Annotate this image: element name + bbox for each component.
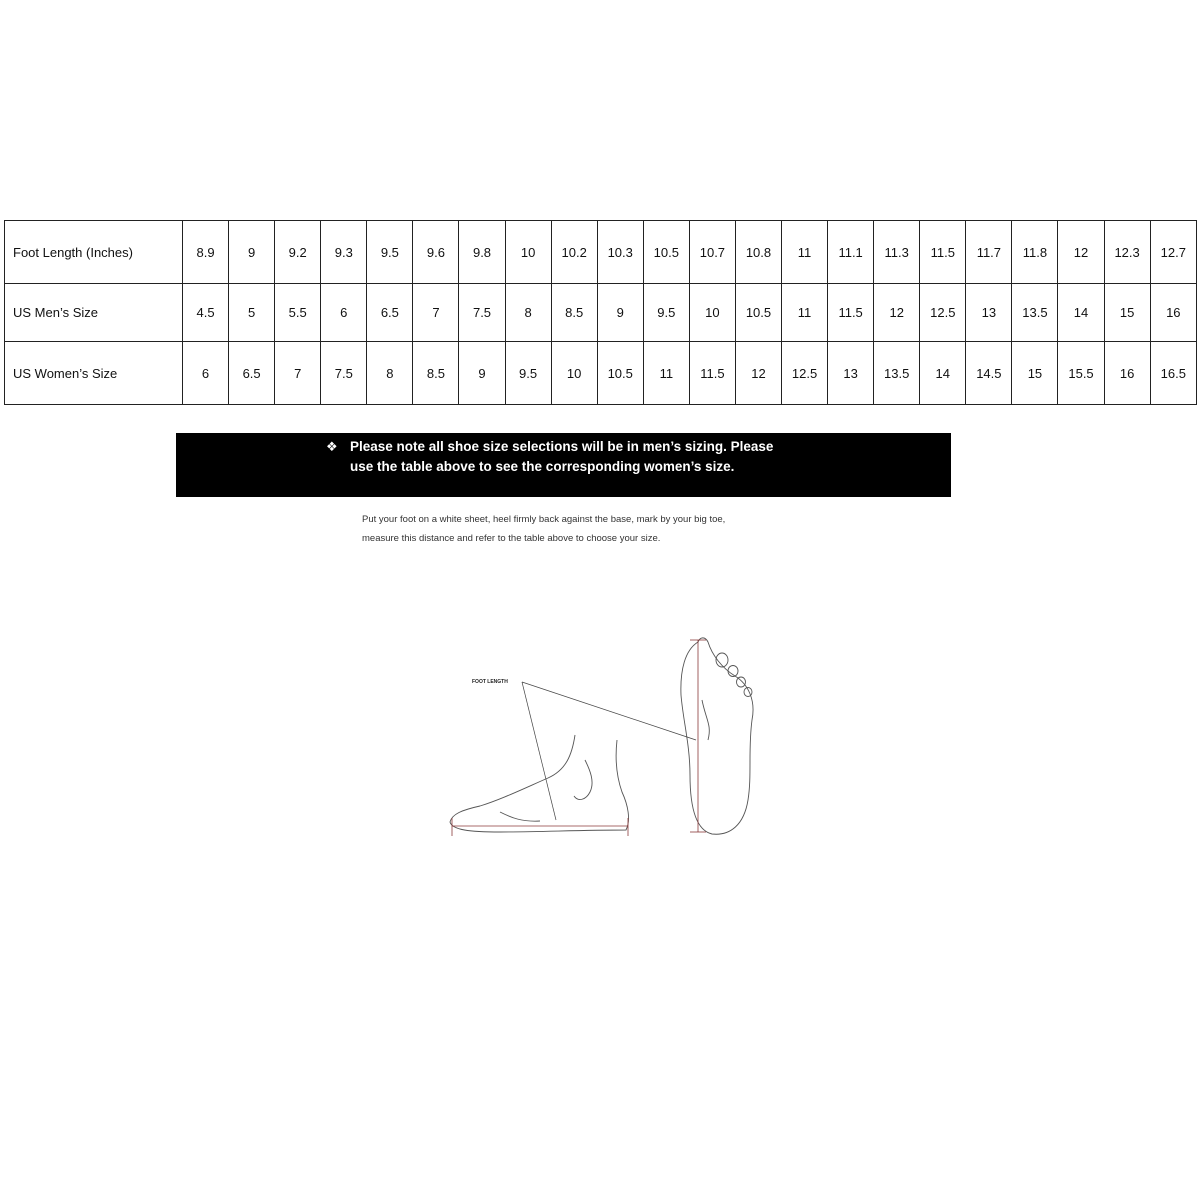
foot-measurement-illustration [440, 600, 770, 850]
womens-size-cell: 15.5 [1058, 342, 1104, 405]
foot-length-cell: 11.7 [966, 221, 1012, 284]
womens-size-cell: 13.5 [874, 342, 920, 405]
womens-size-cell: 16 [1104, 342, 1150, 405]
mens-size-cell: 5.5 [275, 284, 321, 342]
foot-length-cell: 8.9 [183, 221, 229, 284]
foot-length-cell: 9.5 [367, 221, 413, 284]
instructions-line-2: measure this distance and refer to the table above to choose your size. [362, 533, 661, 544]
measuring-instructions [362, 510, 842, 548]
foot-length-cell: 10.3 [597, 221, 643, 284]
measurement-lines [452, 640, 706, 836]
foot-length-cell: 11.8 [1012, 221, 1058, 284]
foot-length-cell: 12.7 [1150, 221, 1196, 284]
mens-size-cell: 7 [413, 284, 459, 342]
us-womens-size-row [5, 342, 1197, 405]
sizing-notice-banner [176, 433, 951, 497]
mens-size-cell: 4.5 [183, 284, 229, 342]
womens-size-cell: 8.5 [413, 342, 459, 405]
womens-size-cell: 6 [183, 342, 229, 405]
foot-length-cell: 11.3 [874, 221, 920, 284]
mens-size-cell: 10.5 [735, 284, 781, 342]
row-header-us-mens: US Men’s Size [5, 284, 183, 342]
womens-size-cell: 16.5 [1150, 342, 1196, 405]
womens-size-cell: 7.5 [321, 342, 367, 405]
mens-size-cell: 16 [1150, 284, 1196, 342]
mens-size-cell: 12 [874, 284, 920, 342]
womens-size-cell: 12.5 [782, 342, 828, 405]
side-foot-drawing [450, 735, 629, 832]
foot-length-cell: 11.5 [920, 221, 966, 284]
foot-length-cell: 9.6 [413, 221, 459, 284]
womens-size-cell: 8 [367, 342, 413, 405]
notice-line-1: Please note all shoe size selections will be in men’s sizing. Please [350, 439, 774, 454]
foot-length-cell: 9.8 [459, 221, 505, 284]
foot-length-cell: 10.7 [689, 221, 735, 284]
mens-size-cell: 8 [505, 284, 551, 342]
sizing-notice-text [350, 437, 830, 477]
womens-size-cell: 6.5 [229, 342, 275, 405]
us-mens-size-row [5, 284, 1197, 342]
mens-size-cell: 13 [966, 284, 1012, 342]
womens-size-cell: 10.5 [597, 342, 643, 405]
womens-size-cell: 7 [275, 342, 321, 405]
foot-length-cell: 9 [229, 221, 275, 284]
foot-length-cell: 10.5 [643, 221, 689, 284]
size-chart-table [4, 220, 1197, 405]
womens-size-cell: 11.5 [689, 342, 735, 405]
womens-size-cell: 14 [920, 342, 966, 405]
pointer-lines [522, 682, 696, 820]
foot-length-label: FOOT LENGTH [472, 679, 508, 685]
mens-size-cell: 9.5 [643, 284, 689, 342]
mens-size-cell: 6.5 [367, 284, 413, 342]
mens-size-cell: 11 [782, 284, 828, 342]
foot-length-cell: 9.2 [275, 221, 321, 284]
foot-length-cell: 10.8 [735, 221, 781, 284]
womens-size-cell: 14.5 [966, 342, 1012, 405]
womens-size-cell: 15 [1012, 342, 1058, 405]
womens-size-cell: 13 [828, 342, 874, 405]
foot-length-cell: 12 [1058, 221, 1104, 284]
mens-size-cell: 15 [1104, 284, 1150, 342]
foot-length-cell: 11 [782, 221, 828, 284]
mens-size-cell: 14 [1058, 284, 1104, 342]
foot-length-cell: 9.3 [321, 221, 367, 284]
notice-line-2: use the table above to see the corresponding women’s size. [350, 459, 735, 474]
mens-size-cell: 8.5 [551, 284, 597, 342]
mens-size-cell: 7.5 [459, 284, 505, 342]
foot-length-cell: 11.1 [828, 221, 874, 284]
mens-size-cell: 10 [689, 284, 735, 342]
womens-size-cell: 11 [643, 342, 689, 405]
row-header-foot-length: Foot Length (Inches) [5, 221, 183, 284]
sole-foot-drawing [681, 638, 753, 834]
mens-size-cell: 6 [321, 284, 367, 342]
womens-size-cell: 9 [459, 342, 505, 405]
mens-size-cell: 13.5 [1012, 284, 1058, 342]
womens-size-cell: 9.5 [505, 342, 551, 405]
foot-length-cell: 10.2 [551, 221, 597, 284]
diamond-bullet-icon: ❖ [326, 439, 338, 454]
foot-length-cell: 10 [505, 221, 551, 284]
foot-length-row [5, 221, 1197, 284]
instructions-line-1: Put your foot on a white sheet, heel firmly back against the base, mark by your big toe, [362, 514, 726, 525]
mens-size-cell: 12.5 [920, 284, 966, 342]
foot-length-cell: 12.3 [1104, 221, 1150, 284]
mens-size-cell: 5 [229, 284, 275, 342]
row-header-us-womens: US Women’s Size [5, 342, 183, 405]
mens-size-cell: 11.5 [828, 284, 874, 342]
womens-size-cell: 12 [735, 342, 781, 405]
womens-size-cell: 10 [551, 342, 597, 405]
mens-size-cell: 9 [597, 284, 643, 342]
